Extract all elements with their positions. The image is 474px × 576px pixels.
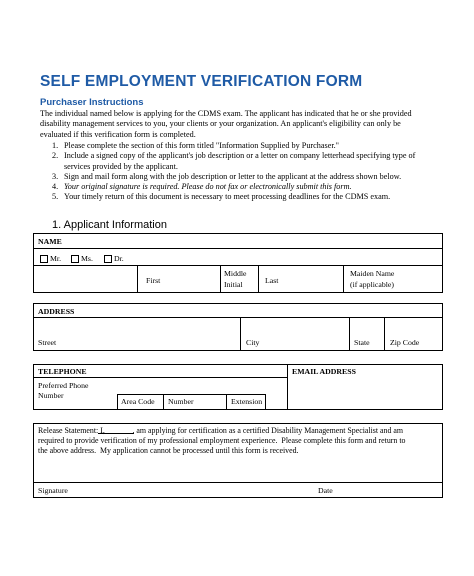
area-code-label: Area Code — [121, 397, 155, 406]
divider — [33, 248, 443, 249]
release-statement-line2: required to provide verification of my professional employment experience. Please complete this form and return to — [38, 436, 406, 445]
divider — [226, 394, 227, 410]
release-statement-line3: the above address. My application cannot be processed until this form is received. — [38, 446, 299, 455]
divider — [265, 394, 266, 410]
divider — [258, 265, 259, 293]
date-label: Date — [318, 486, 333, 495]
zip-code-label: Zip Code — [390, 338, 420, 347]
divider — [384, 317, 385, 351]
maiden-name-label-line1: Maiden Name — [350, 269, 395, 278]
divider — [33, 265, 443, 266]
divider — [343, 265, 344, 293]
address-header: ADDRESS — [38, 307, 75, 316]
instruction-item: 3. Sign and mail form along with the job description or letter to the applicant at the address shown below. — [52, 171, 402, 181]
signature-label: Signature — [38, 486, 68, 495]
instruction-item: 5. Your timely return of this document is necessary to meet processing deadlines for the CDMS exam. — [52, 192, 391, 202]
preferred-phone-label-line2: Number — [38, 391, 64, 400]
divider — [117, 394, 265, 395]
release-statement-line1: Release Statement: I, , am applying for certification as a certified Disability Management Specialist and am — [38, 426, 404, 435]
divider — [137, 265, 138, 293]
divider — [287, 364, 288, 410]
divider — [33, 377, 287, 378]
number-label: Number — [168, 397, 194, 406]
divider — [220, 265, 221, 293]
extension-label: Extension — [231, 397, 263, 406]
mr-checkbox[interactable] — [40, 255, 48, 263]
instruction-item: 4. Your original signature is required. Please do not fax or electronically submit this form. — [52, 182, 352, 192]
street-label: Street — [38, 338, 57, 347]
last-name-label: Last — [265, 276, 279, 285]
middle-initial-label-line1: Middle — [224, 269, 247, 278]
ms-label: Ms. — [81, 254, 93, 263]
telephone-header: TELEPHONE — [38, 367, 87, 376]
dr-label: Dr. — [114, 254, 124, 263]
preferred-phone-label-line1: Preferred Phone — [38, 381, 89, 390]
form-title: SELF EMPLOYMENT VERIFICATION FORM — [40, 73, 363, 90]
divider — [33, 317, 443, 318]
first-name-label: First — [146, 276, 161, 285]
ms-checkbox[interactable] — [71, 255, 79, 263]
instructions-list — [40, 141, 440, 203]
divider — [240, 317, 241, 351]
intro-paragraph: The individual named below is applying for the CDMS exam. The applicant has indicated that he or she provided disability management services to you, your clients or your organization. An applicant's eligibility can only be evaluated if this verification form is completed. — [40, 109, 412, 139]
divider — [163, 394, 164, 410]
state-label: State — [354, 338, 370, 347]
instruction-item: 2. Include a signed copy of the applicant's job description or a letter on company letterhead specifying type of services provided by the applicant. — [52, 151, 416, 171]
middle-initial-label-line2: Initial — [224, 280, 243, 289]
divider — [117, 394, 118, 410]
maiden-name-label-line2: (if applicable) — [350, 280, 394, 289]
address-table — [33, 303, 443, 351]
mr-label: Mr. — [50, 254, 62, 263]
divider — [33, 482, 443, 483]
city-label: City — [246, 338, 260, 347]
dr-checkbox[interactable] — [104, 255, 112, 263]
name-blank-line — [98, 433, 134, 434]
email-header: EMAIL ADDRESS — [292, 367, 356, 376]
name-header: NAME — [38, 237, 62, 246]
purchaser-instructions-heading: Purchaser Instructions — [40, 97, 144, 108]
section-applicant-information-title: 1. Applicant Information — [52, 219, 167, 231]
divider — [349, 317, 350, 351]
instruction-item: 1. Please complete the section of this form titled "Information Supplied by Purchaser." — [52, 141, 339, 150]
